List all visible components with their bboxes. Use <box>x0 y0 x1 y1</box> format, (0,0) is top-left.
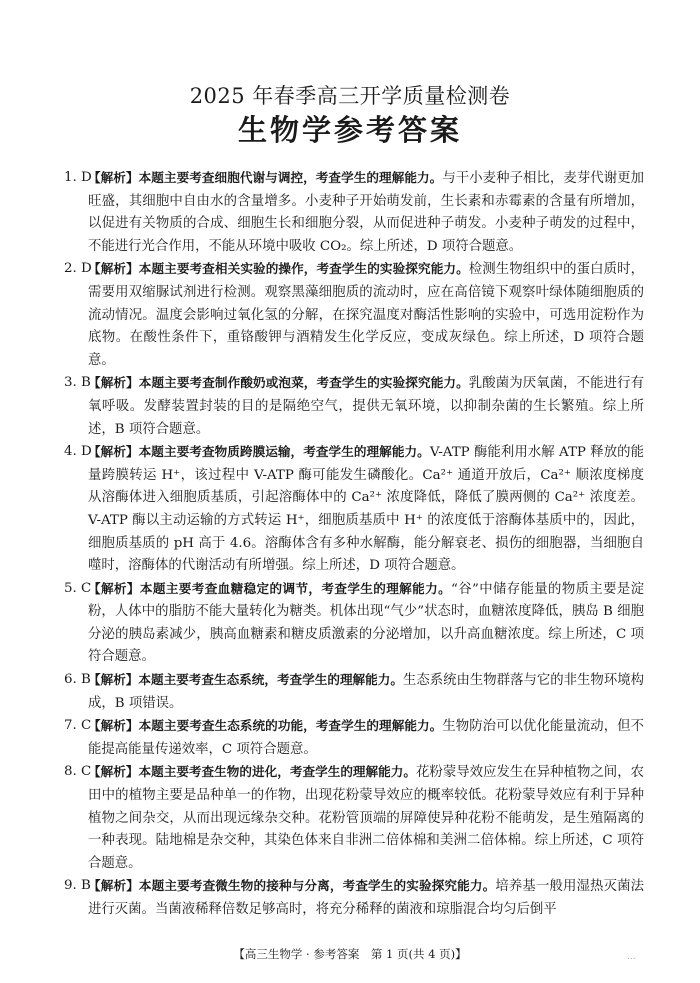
analysis-body: 乳酸菌为厌氧菌，不能进行有氧呼吸。发酵装置封装的目的是隔绝空气，提供无氧环境，以抑制杂菌的生长繁殖。综上所述，B 项符合题意。 <box>88 376 645 437</box>
answer-number: 7. C <box>64 718 92 734</box>
analysis-body: V-ATP 酶能利用水解 ATP 释放的能量跨膜转运 H⁺，该过程中 V-ATP 酶可能发生磷酸化。Ca²⁺ 通道开放后，Ca²⁺ 顺浓度梯度从溶酶体进入细胞质基质，引起溶酶体中的 Ca²⁺ 浓度降低，降低了膜两侧的 Ca²⁺ 浓度差。V-ATP 酶以主动运输的方式转运 H⁺，细胞质基质中 H⁺ 的浓度低于溶酶体基质中的，因此，细胞质基质的 pH 高于 4.6。溶酶体含有多种水解酶，能分解衰老、损伤的细胞器，当细胞自噬时，溶酶体的代谢活动有所增强。综上所述，D 项符合题意。 <box>88 445 644 574</box>
analysis-lead: 本题主要考查生态系统，考查学生的理解能力。 <box>138 672 403 688</box>
answer-number: 2. D <box>64 261 92 277</box>
document-title: 2025 年春季高三开学质量检测卷 <box>189 84 511 108</box>
answer-item <box>64 372 644 441</box>
answer-number: 8. C <box>64 764 92 780</box>
analysis-body: 生态系统由生物群落与它的非生物环境构成，B 项错误。 <box>88 673 645 711</box>
answer-item <box>64 578 644 669</box>
analysis-tag: 【解析】 <box>88 580 140 596</box>
answer-number: 9. B <box>64 878 91 894</box>
answer-item <box>64 669 644 715</box>
answer-item <box>64 167 644 258</box>
corner-mark: ... <box>627 952 636 962</box>
analysis-lead: 本题主要考查微生物的接种与分离，考查学生的实验探究能力。 <box>138 878 496 894</box>
analysis-body: 生物防治可以优化能量流动，但不能提高能量传递效率，C 项符合题意。 <box>88 719 645 757</box>
answer-item <box>64 258 644 372</box>
page-footer: 【高三生物学 · 参考答案 第 1 页(共 4 页)】 <box>233 947 467 961</box>
answer-item <box>64 441 644 578</box>
analysis-body: 检测生物组织中的蛋白质时，需要用双缩脲试剂进行检测。观察黑藻细胞质的流动时，应在高倍镜下观察叶绿体随细胞质的流动情况。温度会影响过氧化氢的分解，在探究温度对酶活性影响的实验中，可选用淀粉作为底物。在酸性条件下，重铬酸钾与酒精发生化学反应，变成灰绿色。综上所述，D 项符合题意。 <box>88 262 645 368</box>
analysis-tag: 【解析】 <box>88 444 139 460</box>
analysis-tag: 【解析】 <box>88 672 139 688</box>
analysis-lead: 本题主要考查血糖稳定的调节，考查学生的理解能力。 <box>139 580 452 596</box>
analysis-body: 培养基一般用湿热灭菌法进行灭菌。当菌液稀释倍数足够高时，将充分稀释的菌液和琼脂混合均匀后倒平 <box>88 879 645 917</box>
analysis-body: 与干小麦种子相比，麦芽代谢更加旺盛，其细胞中自由水的含量增多。小麦种子开始萌发前，生长素和赤霉素的含量有所增加，以促进有关物质的合成、细胞生长和细胞分裂，从而促进种子萌发。小麦种子萌发的过程中，不能进行光合作用，不能从环境中吸收 CO₂。综上所述，D 项符合题意。 <box>88 171 645 254</box>
analysis-tag: 【解析】 <box>88 261 139 277</box>
analysis-body: “谷”中储存能量的物质主要是淀粉，人体中的脂肪不能大量转化为糖类。机体出现“气少”状态时，血糖浓度降低，胰岛 B 细胞分泌的胰岛素减少，胰高血糖素和糖皮质激素的分泌增加，以升高血糖浓度。综上所述，C 项符合题意。 <box>88 581 645 665</box>
answer-item <box>64 761 644 875</box>
analysis-lead: 本题主要考查制作酸奶或泡菜，考查学生的实验探究能力。 <box>138 375 469 391</box>
answer-number: 3. B <box>64 375 91 391</box>
analysis-tag: 【解析】 <box>88 170 139 185</box>
analysis-tag: 【解析】 <box>88 718 139 734</box>
analysis-lead: 本题主要考查生态系统的功能，考查学生的理解能力。 <box>138 718 443 734</box>
answer-number: 5. C <box>64 580 92 596</box>
analysis-tag: 【解析】 <box>88 375 139 391</box>
analysis-lead: 本题主要考查物质跨膜运输，考查学生的理解能力。 <box>138 444 430 460</box>
answer-list <box>64 167 644 922</box>
answer-number: 4. D <box>64 444 92 460</box>
analysis-body: 花粉蒙导效应发生在异种植物之间，农田中的植物主要是品种单一的作物，出现花粉蒙导效应的概率较低。花粉蒙导效应有利于异种植物之间杂交，从而出现远缘杂交种。花粉管顶端的屏障使异种花粉不能萌发，是生殖隔离的一种表现。陆地棉是杂交种，其染色体来自非洲二倍体棉和美洲二倍体棉。综上所述，C 项符合题意。 <box>88 765 645 871</box>
analysis-tag: 【解析】 <box>88 764 139 780</box>
answer-number: 6. B <box>64 672 91 688</box>
document-subtitle: 生物学参考答案 <box>237 113 462 147</box>
analysis-lead: 本题主要考查相关实验的操作，考查学生的实验探究能力。 <box>138 261 469 277</box>
answer-item <box>64 715 644 761</box>
analysis-lead: 本题主要考查生物的进化，考查学生的理解能力。 <box>138 764 417 780</box>
answer-item <box>64 875 644 921</box>
answer-number: 1. D <box>64 170 92 185</box>
analysis-tag: 【解析】 <box>88 878 139 894</box>
analysis-lead: 本题主要考查细胞代谢与调控，考查学生的理解能力。 <box>138 170 443 185</box>
